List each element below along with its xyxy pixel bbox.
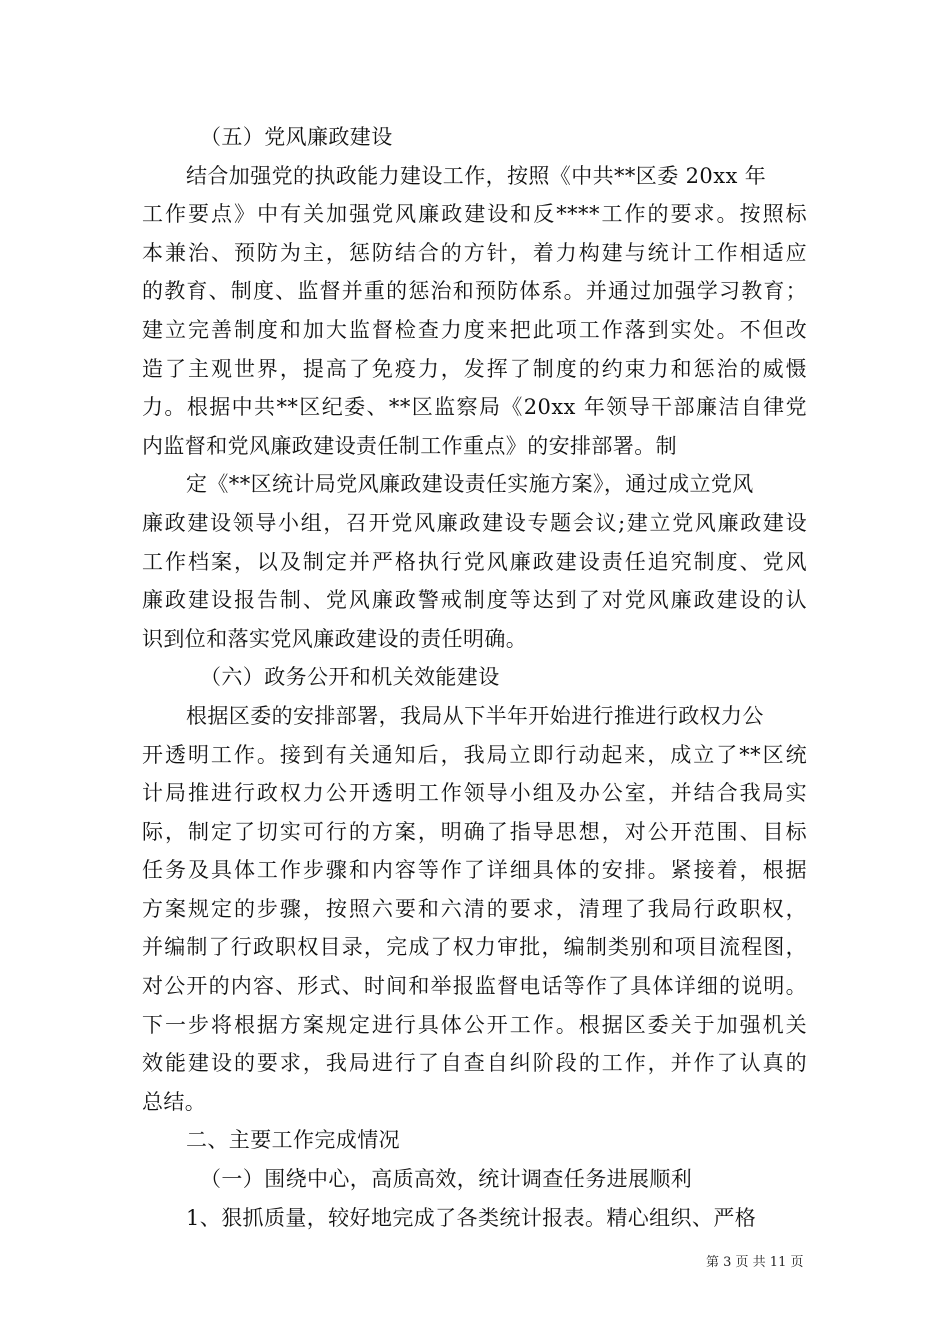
- text-line: 的教育、制度、监督并重的惩治和预防体系。并通过加强学习教育；: [142, 279, 807, 304]
- text-line: 结合加强党的执政能力建设工作，按照《中共**区委 20xx 年: [186, 163, 767, 188]
- text-line: 二、主要工作完成情况: [186, 1128, 400, 1153]
- document-body: [142, 118, 807, 1237]
- text-line: 1、狠抓质量，较好地完成了各类统计报表。精心组织、严格: [186, 1205, 757, 1230]
- text-line: 力。根据中共**区纪委、**区监察局《20xx 年领导干部廉洁自律党: [142, 395, 807, 420]
- text-line: 识到位和落实党风廉政建设的责任明确。: [142, 626, 528, 651]
- text-line: 任务及具体工作步骤和内容等作了详细具体的安排。紧接着，根据: [142, 858, 807, 883]
- text-line: 廉政建设领导小组，召开党风廉政建设专题会议;建立党风廉政建设: [142, 510, 807, 535]
- section-heading: （五）党风廉政建设: [200, 125, 393, 149]
- text-line: 工作要点》中有关加强党风廉政建设和反****工作的要求。按照标: [142, 202, 807, 227]
- text-line: 本兼治、预防为主，惩防结合的方针，着力构建与统计工作相适应: [142, 240, 807, 265]
- text-line: 建立完善制度和加大监督检查力度来把此项工作落到实处。不但改: [142, 317, 807, 342]
- text-line: 造了主观世界，提高了免疫力，发挥了制度的约束力和惩治的威慑: [142, 356, 807, 381]
- text-line: 际，制定了切实可行的方案，明确了指导思想，对公开范围、目标: [142, 819, 807, 844]
- text-line: 下一步将根据方案规定进行具体公开工作。根据区委关于加强机关: [142, 1012, 807, 1037]
- text-line: 根据区委的安排部署，我局从下半年开始进行推进行政权力公: [186, 703, 764, 728]
- section-heading: （六）政务公开和机关效能建设: [200, 665, 500, 690]
- text-line: 对公开的内容、形式、时间和举报监督电话等作了具体详细的说明。: [142, 974, 807, 999]
- text-line: 定《**区统计局党风廉政建设责任实施方案》，通过成立党风: [186, 472, 754, 497]
- section-heading: （一）围绕中心，高质高效，统计调查任务进展顺利: [200, 1167, 693, 1192]
- page-number-footer: 第 3 页 共 11 页: [706, 1255, 804, 1270]
- text-line: 开透明工作。接到有关通知后，我局立即行动起来，成立了**区统: [142, 742, 807, 767]
- text-line: 总结。: [142, 1089, 207, 1114]
- text-line: 方案规定的步骤，按照六要和六清的要求，清理了我局行政职权，: [142, 896, 807, 921]
- text-line: 并编制了行政职权目录，完成了权力审批，编制类别和项目流程图，: [142, 935, 807, 960]
- text-line: 内监督和党风廉政建设责任制工作重点》的安排部署。制: [142, 433, 677, 458]
- text-line: 廉政建设报告制、党风廉政警戒制度等达到了对党风廉政建设的认: [142, 588, 807, 613]
- text-line: 效能建设的要求，我局进行了自查自纠阶段的工作，并作了认真的: [142, 1051, 807, 1076]
- text-line: 工作档案，以及制定并严格执行党风廉政建设责任追究制度、党风: [142, 549, 807, 574]
- text-line: 计局推进行政权力公开透明工作领导小组及办公室，并结合我局实: [142, 781, 807, 806]
